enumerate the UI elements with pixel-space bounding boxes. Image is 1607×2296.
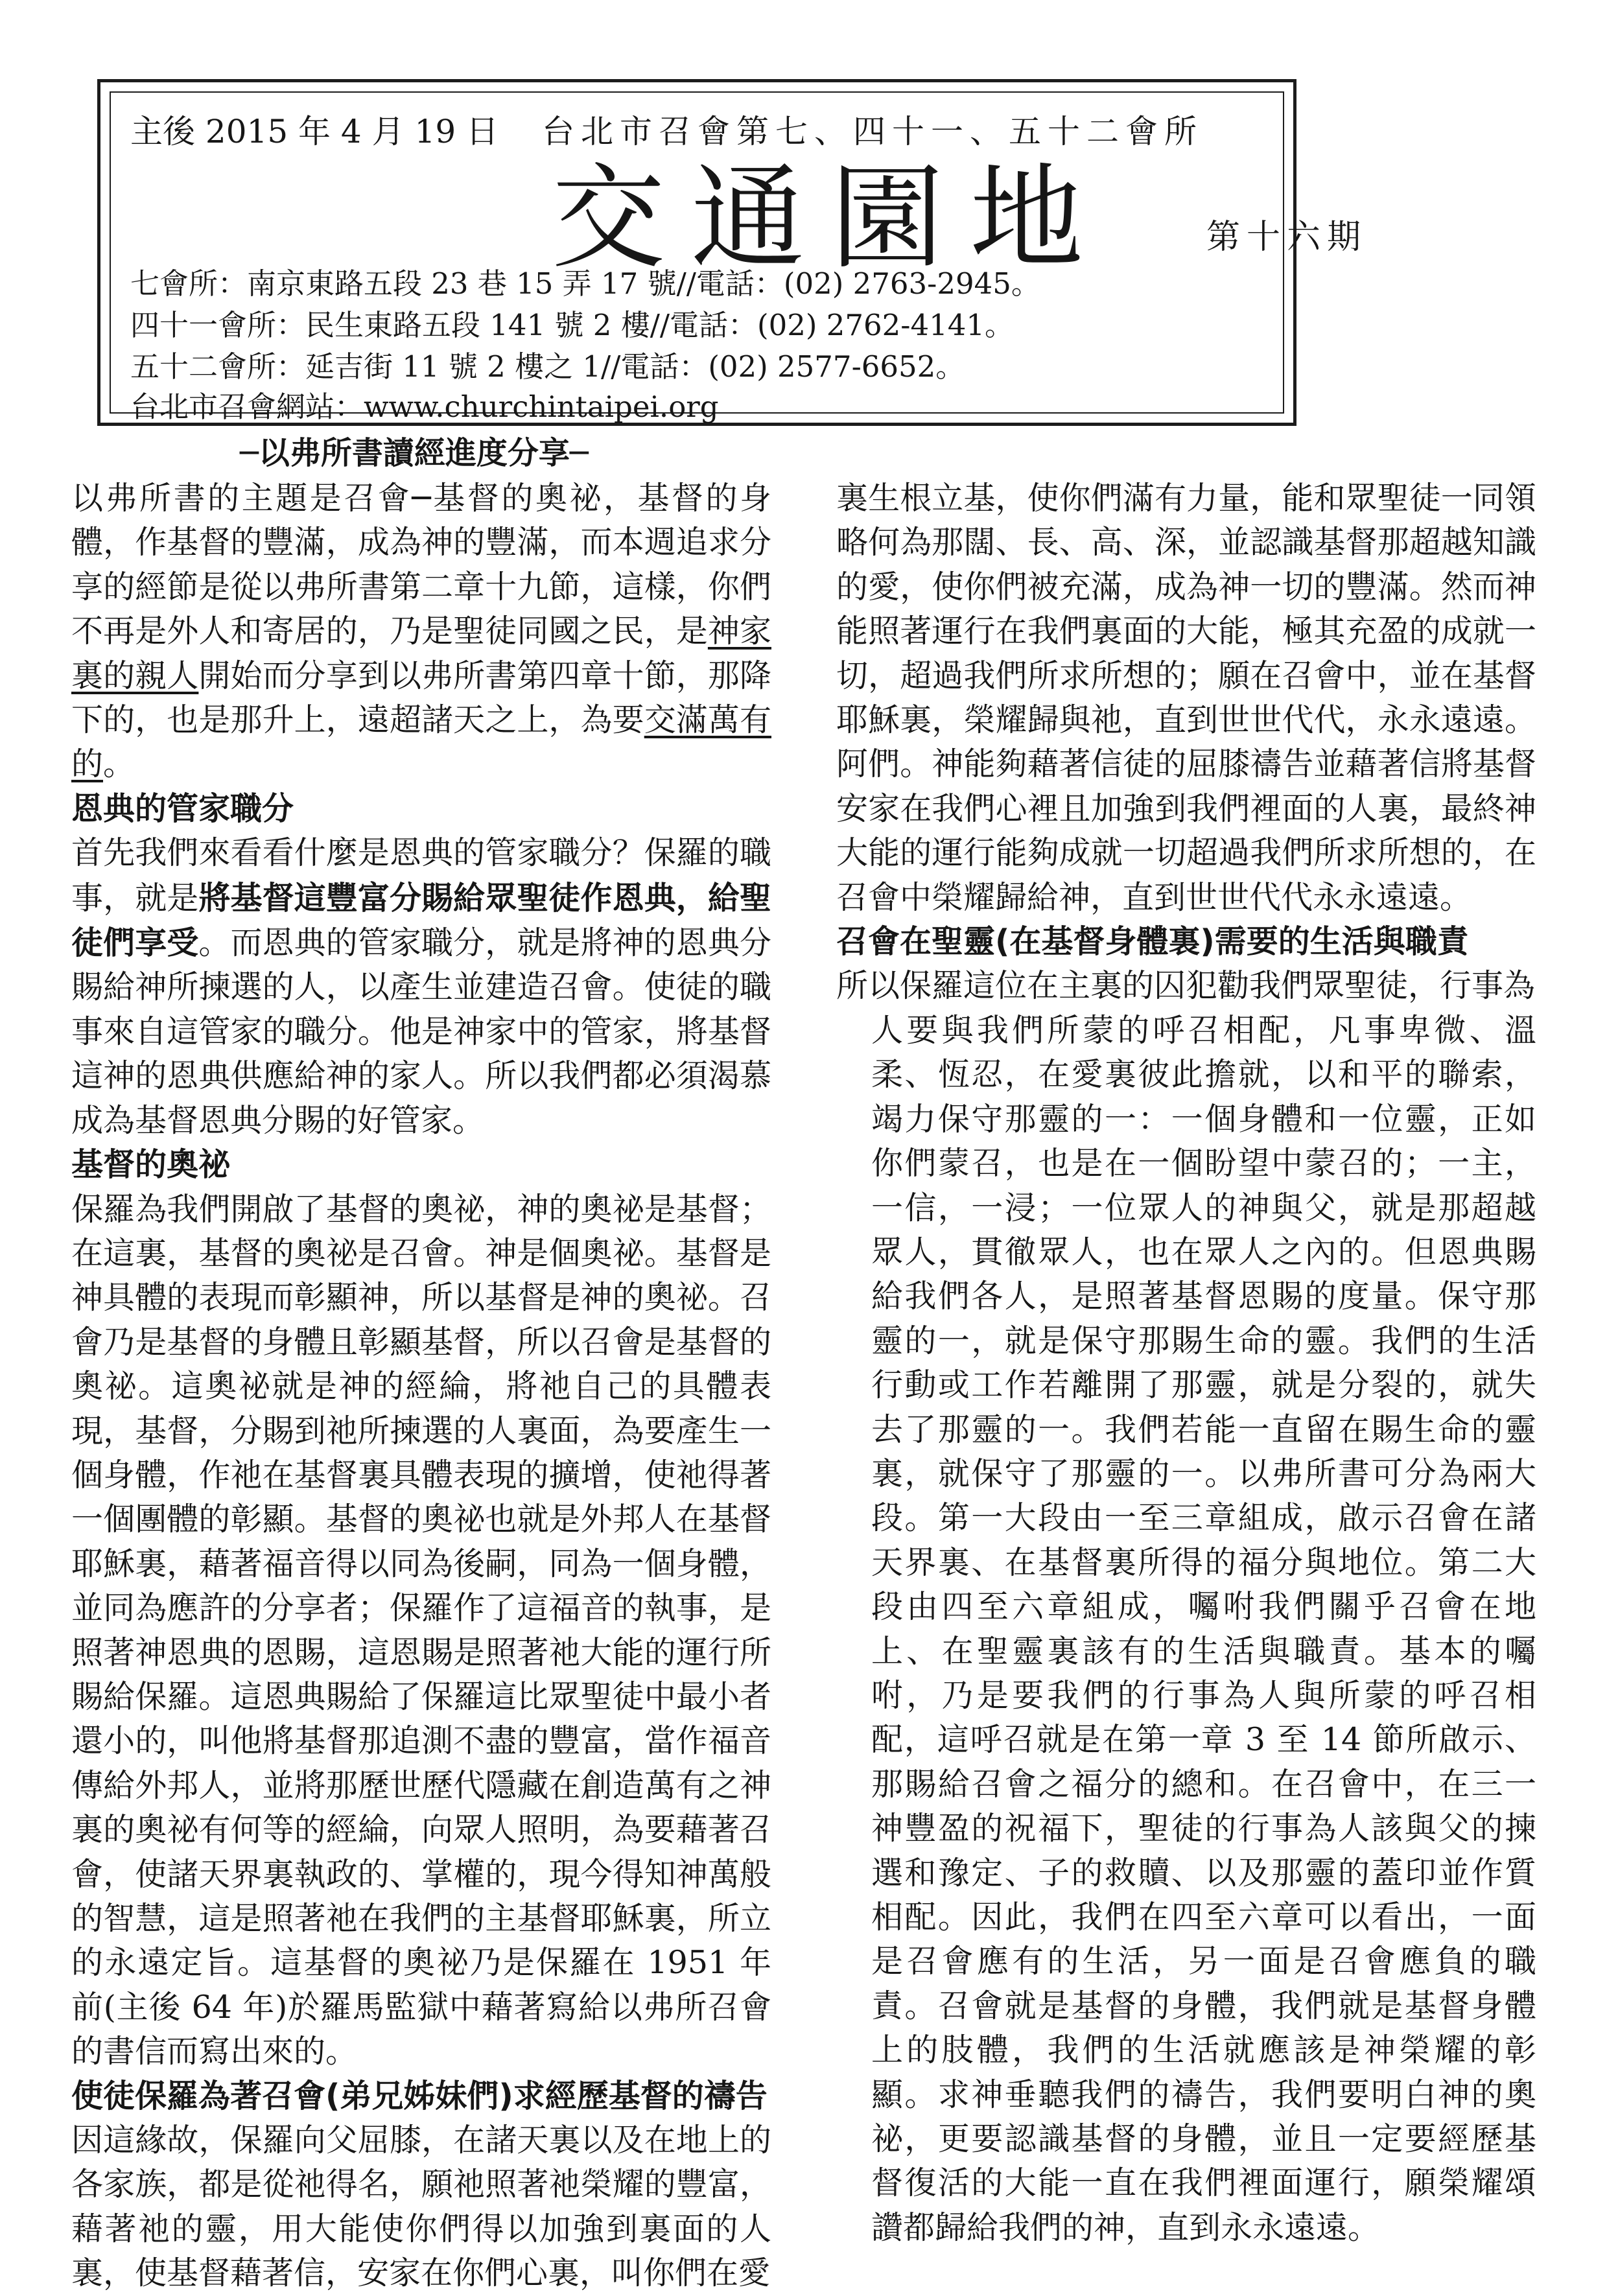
heading-stewardship: 恩典的管家職分: [71, 790, 294, 827]
paper-title: 交通園地: [552, 153, 1109, 285]
paragraph-life-duty-first: 所以保羅這位在主裏的囚犯勸我們眾聖徒，行事為: [836, 967, 1536, 1005]
article-subtitle: ─以弗所書讀經進度分享─: [240, 435, 589, 471]
intro-underline-2: 交滿萬有的: [71, 701, 771, 783]
website-line: 台北市召會網站：www.churchintaipei.org: [130, 390, 719, 424]
left-column: [71, 476, 771, 2296]
heading-mystery: 基督的奧祕: [71, 1146, 231, 1184]
paragraph-stewardship: [71, 831, 771, 1143]
paragraph-prayer: 因這緣故，保羅向父屈膝，在諸天裏以及在地上的各家族，都是從祂得名，願祂照著祂榮耀的豐富，藉著祂的靈，用大能使你們得以加強到裏面的人裏，使基督藉著信，安家在你們心裏，叫你們在愛: [71, 2122, 771, 2292]
paragraph-prayer-cont: 裏生根立基，使你們滿有力量，能和眾聖徒一同領略何為那闊、長、高、深，並認識基督那超越知識的愛，使你們被充滿，成為神一切的豐滿。然而神能照著運行在我們裏面的大能，極其充盈的成就一切，超過我們所求所想的；願在召會中，並在基督耶穌裏，榮耀歸與祂，直到世世代代，永永遠遠。阿們。神能夠藉著信徒的屈膝禱告並藉著信將基督安家在我們心裡且加強到我們裡面的人裏，最終神大能的運行能夠成就一切超過我們所求所想的，在召會中榮耀歸給神，直到世世代代永永遠遠。: [836, 480, 1536, 916]
church-halls: 台北市召會第七、四十一、五十二會所: [542, 113, 1203, 150]
paragraph-life-duty: 人要與我們所蒙的呼召相配，凡事卑微、溫柔、恆忍，在愛裏彼此擔就，以和平的聯索，竭力保守那靈的一：一個身體和一位靈，正如你們蒙召，也是在一個盼望中蒙召的；一主，一信，一浸；一位眾人的神與父，就是那超越眾人，貫徹眾人，也在眾人之內的。但恩典賜給我們各人，是照著基督恩賜的度量。保守那靈的一，就是保守那賜生命的靈。我們的生活行動或工作若離開了那靈，就是分裂的，就失去了那靈的一。我們若能一直留在賜生命的靈裏，就保守了那靈的一。以弗所書可分為兩大段。第一大段由一至三章組成，啟示召會在諸天界裏、在基督裏所得的福分與地位。第二大段由四至六章組成，囑咐我們關乎召會在地上、在聖靈裏該有的生活與職責。基本的囑咐，乃是要我們的行事為人與所蒙的呼召相配，這呼召就是在第一章 3 至 14 節所啟示、那賜給召會之福分的總和。在召會中，在三一神豐盈的祝福下，聖徒的行事為人該與父的揀選和豫定、子的救贖、以及那靈的蓋印並作質相配。因此，我們在四至六章可以看出，一面是召會應有的生活，另一面是召會應負的職責。召會就是基督的身體，我們就是基督身體上的肢體，我們的生活就應該是神榮耀的彰顯。求神垂聽我們的禱告，我們要明白神的奧祕，更要認識基督的身體，並且一定要經歷基督復活的大能一直在我們裡面運行，願榮耀頌讚都歸給我們的神，直到永永遠遠。: [871, 1011, 1536, 2246]
p1-bold: 將基督這豐富分賜給眾聖徒作恩典，給聖徒們享受: [71, 878, 771, 962]
intro-text-a: 以弗所書的主題是召會─基督的奧祕，基督的身體，作基督的豐滿，成為神的豐滿，而本週追求分享的經節是從以弗所書第二章十九節，這樣，你們不再是外人和寄居的，乃是聖徒同國之民，是: [71, 480, 771, 650]
heading-life-duty: 召會在聖靈(在基督身體裏)需要的生活與職責: [836, 923, 1469, 961]
intro-text-c: 。: [103, 745, 135, 783]
right-column: [836, 476, 1536, 2250]
heading-prayer: 使徒保羅為著召會(弟兄姊妹們)求經歷基督的禱告: [71, 2077, 768, 2114]
intro-paragraph: [71, 476, 771, 787]
intro-text-b: 開始而分享到以弗所書第四章十節，那降下的，也是那升上，遠超諸天之上，為要: [71, 657, 771, 739]
issue-number: 第十六期: [1206, 218, 1368, 257]
address-hall-52: 五十二會所：延吉街 11 號 2 樓之 1//電話：(02) 2577-6652。: [130, 349, 965, 384]
paragraph-mystery: 保羅為我們開啟了基督的奧祕，神的奧祕是基督；在這裏，基督的奧祕是召會。神是個奧祕。基督是神具體的表現而彰顯神，所以基督是神的奧祕。召會乃是基督的身體且彰顯基督，所以召會是基督的奧祕。這奧祕就是神的經綸，將祂自己的具體表現，基督，分賜到祂所揀選的人裏面，為要產生一個身體，作祂在基督裏具體表現的擴增，使祂得著一個團體的彰顯。基督的奧祕也就是外邦人在基督耶穌裏，藉著福音得以同為後嗣，同為一個身體，並同為應許的分享者；保羅作了這福音的執事，是照著神恩典的恩賜，這恩賜是照著祂大能的運行所賜給保羅。這恩典賜給了保羅這比眾聖徒中最小者還小的，叫他將基督那追測不盡的豐富，當作福音傳給外邦人，並將那歷世歷代隱藏在創造萬有之神裏的奧祕有何等的經綸，向眾人照明，為要藉著召會，使諸天界裏執政的、掌權的，現今得知神萬般的智慧，這是照著祂在我們的主基督耶穌裏，所立的永遠定旨。這基督的奧祕乃是保羅在 1951 年前(主後 64 年)於羅馬監獄中藉著寫給以弗所召會的書信而寫出來的。: [71, 1190, 771, 2070]
p1-text-a: 首先我們來看看什麼是恩典的管家職分？保羅的職事，就是: [71, 834, 771, 917]
address-hall-7: 七會所：南京東路五段 23 巷 15 弄 17 號//電話：(02) 2763-2945。: [130, 266, 1040, 301]
p1-text-b: 。而恩典的管家職分，就是將神的恩典分賜給神所揀選的人，以產生並建造召會。使徒的職事來自這管家的職分。他是神家中的管家，將基督這神的恩典供應給神的家人。所以我們都必須渴慕成為基督恩典分賜的好管家。: [71, 924, 771, 1139]
issue-date: 主後 2015 年 4 月 19 日: [130, 113, 499, 150]
address-hall-41: 四十一會所：民生東路五段 141 號 2 樓//電話：(02) 2762-4141。: [130, 308, 1014, 342]
intro-underline-1: 神家裏的親人: [71, 613, 771, 694]
masthead: [97, 79, 1368, 426]
masthead-inner-frame: [110, 91, 1368, 424]
